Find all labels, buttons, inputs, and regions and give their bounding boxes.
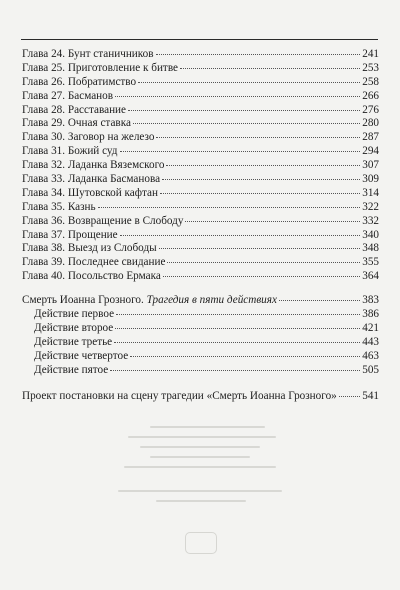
entry-title: Глава 28. Расставание [22, 103, 127, 116]
table-of-contents [22, 48, 379, 404]
dot-leader [110, 370, 360, 371]
top-rule [21, 39, 378, 40]
entry-page-number: 421 [362, 321, 379, 334]
entry-title: Глава 34. Шутовской кафтан [22, 186, 158, 199]
dot-leader [279, 300, 360, 301]
ghost-badge [185, 532, 217, 554]
entry-title: Действие четвертое [34, 349, 129, 362]
entry-title: Глава 37. Прощение [22, 228, 118, 241]
entry-page-number: 541 [362, 390, 379, 403]
ghost-line [140, 446, 260, 448]
entry-title: Действие первое [34, 308, 115, 321]
dot-leader [116, 314, 360, 315]
entry-page-number: 355 [362, 256, 379, 269]
entry-page-number: 280 [362, 117, 379, 130]
ghost-line [150, 456, 250, 458]
entry-title: Глава 39. Последнее свидание [22, 256, 166, 269]
tragedy-title: Смерть Иоанна Грозного. [22, 294, 144, 307]
section-gap [22, 284, 379, 294]
dot-leader [167, 262, 360, 263]
section-gap [22, 377, 379, 390]
entry-page-number: 241 [362, 48, 379, 60]
toc-entry-act-1[interactable] [22, 308, 379, 322]
entry-page-number: 332 [362, 214, 379, 227]
toc-entry-chapter-36[interactable] [22, 215, 379, 229]
toc-entry-chapter-26[interactable] [22, 76, 379, 90]
entry-title: Проект постановки на сцену трагедии «Смерть Иоанна Грозного» [22, 390, 337, 403]
toc-entry-chapter-38[interactable] [22, 242, 379, 256]
entry-title: Глава 27. Басманов [22, 89, 114, 102]
dot-leader [156, 54, 361, 55]
entry-page-number: 253 [362, 61, 379, 74]
entry-page-number: 505 [362, 363, 379, 376]
entry-page-number: 294 [362, 145, 379, 158]
toc-entry-chapter-40[interactable] [22, 270, 379, 284]
entry-title: Глава 30. Заговор на железо [22, 131, 155, 144]
entry-title: Глава 25. Приготовление к битве [22, 61, 179, 74]
dot-leader [159, 248, 361, 249]
dot-leader [180, 68, 360, 69]
entry-page-number: 309 [362, 173, 379, 186]
toc-entry-chapter-29[interactable] [22, 117, 379, 131]
toc-entry-tragedy[interactable] [22, 294, 379, 308]
entry-title: Действие второе [34, 321, 114, 334]
entry-page-number: 314 [362, 186, 379, 199]
dot-leader [133, 123, 360, 124]
entry-page-number: 383 [362, 294, 379, 307]
dot-leader [185, 221, 360, 222]
ghost-line [124, 466, 276, 468]
entry-page-number: 322 [362, 200, 379, 213]
dot-leader [98, 207, 361, 208]
entry-page-number: 287 [362, 131, 379, 144]
entry-page-number: 463 [362, 349, 379, 362]
toc-entry-act-5[interactable] [22, 364, 379, 378]
entry-page-number: 364 [362, 270, 379, 283]
toc-entry-chapter-37[interactable] [22, 229, 379, 243]
dot-leader [120, 235, 361, 236]
entry-title: Глава 35. Казнь [22, 200, 96, 213]
ghost-line [156, 500, 246, 502]
toc-entry-chapter-32[interactable] [22, 159, 379, 173]
toc-entry-staging-project[interactable] [22, 390, 379, 404]
toc-entry-act-4[interactable] [22, 350, 379, 364]
entry-page-number: 443 [362, 335, 379, 348]
entry-page-number: 348 [362, 242, 379, 255]
dot-leader [339, 396, 360, 397]
dot-leader [115, 96, 360, 97]
toc-entry-chapter-33[interactable] [22, 173, 379, 187]
entry-title: Глава 31. Божий суд [22, 145, 118, 158]
dot-leader [115, 328, 360, 329]
entry-title: Глава 32. Ладанка Вяземского [22, 159, 165, 172]
toc-entry-chapter-24[interactable] [22, 48, 379, 62]
entry-title: Глава 26. Побратимство [22, 75, 137, 88]
entry-title: Глава 24. Бунт станичников [22, 48, 154, 60]
entry-title [22, 294, 277, 308]
dot-leader [114, 342, 360, 343]
dot-leader [128, 110, 360, 111]
toc-entry-act-3[interactable] [22, 336, 379, 350]
entry-page-number: 307 [362, 159, 379, 172]
entry-title: Глава 33. Ладанка Басманова [22, 173, 161, 186]
dot-leader [162, 179, 360, 180]
entry-title: Глава 40. Посольство Ермака [22, 270, 161, 283]
toc-entry-chapter-27[interactable] [22, 90, 379, 104]
dot-leader [156, 137, 360, 138]
entry-page-number: 258 [362, 75, 379, 88]
entry-title: Действие пятое [34, 363, 109, 376]
ghost-line [150, 426, 265, 428]
toc-entry-chapter-25[interactable] [22, 62, 379, 76]
toc-entry-chapter-35[interactable] [22, 201, 379, 215]
dot-leader [130, 356, 360, 357]
entry-page-number: 386 [362, 308, 379, 321]
dot-leader [163, 276, 360, 277]
dot-leader [160, 193, 360, 194]
toc-entry-chapter-34[interactable] [22, 187, 379, 201]
dot-leader [166, 165, 360, 166]
toc-entry-chapter-28[interactable] [22, 104, 379, 118]
toc-entry-chapter-39[interactable] [22, 256, 379, 270]
dot-leader [120, 151, 361, 152]
entry-title: Глава 38. Выезд из Слободы [22, 242, 157, 255]
entry-page-number: 266 [362, 89, 379, 102]
entry-title: Действие третье [34, 335, 113, 348]
tragedy-subtitle: Трагедия в пяти действиях [146, 294, 277, 307]
toc-entry-act-2[interactable] [22, 322, 379, 336]
entry-page-number: 340 [362, 228, 379, 241]
toc-entry-chapter-30[interactable] [22, 131, 379, 145]
ghost-line [128, 436, 276, 438]
entry-title: Глава 36. Возвращение в Слободу [22, 214, 184, 227]
entry-page-number: 276 [362, 103, 379, 116]
toc-entry-chapter-31[interactable] [22, 145, 379, 159]
ghost-line [118, 490, 282, 492]
entry-title: Глава 29. Очная ставка [22, 117, 131, 130]
dot-leader [138, 82, 360, 83]
